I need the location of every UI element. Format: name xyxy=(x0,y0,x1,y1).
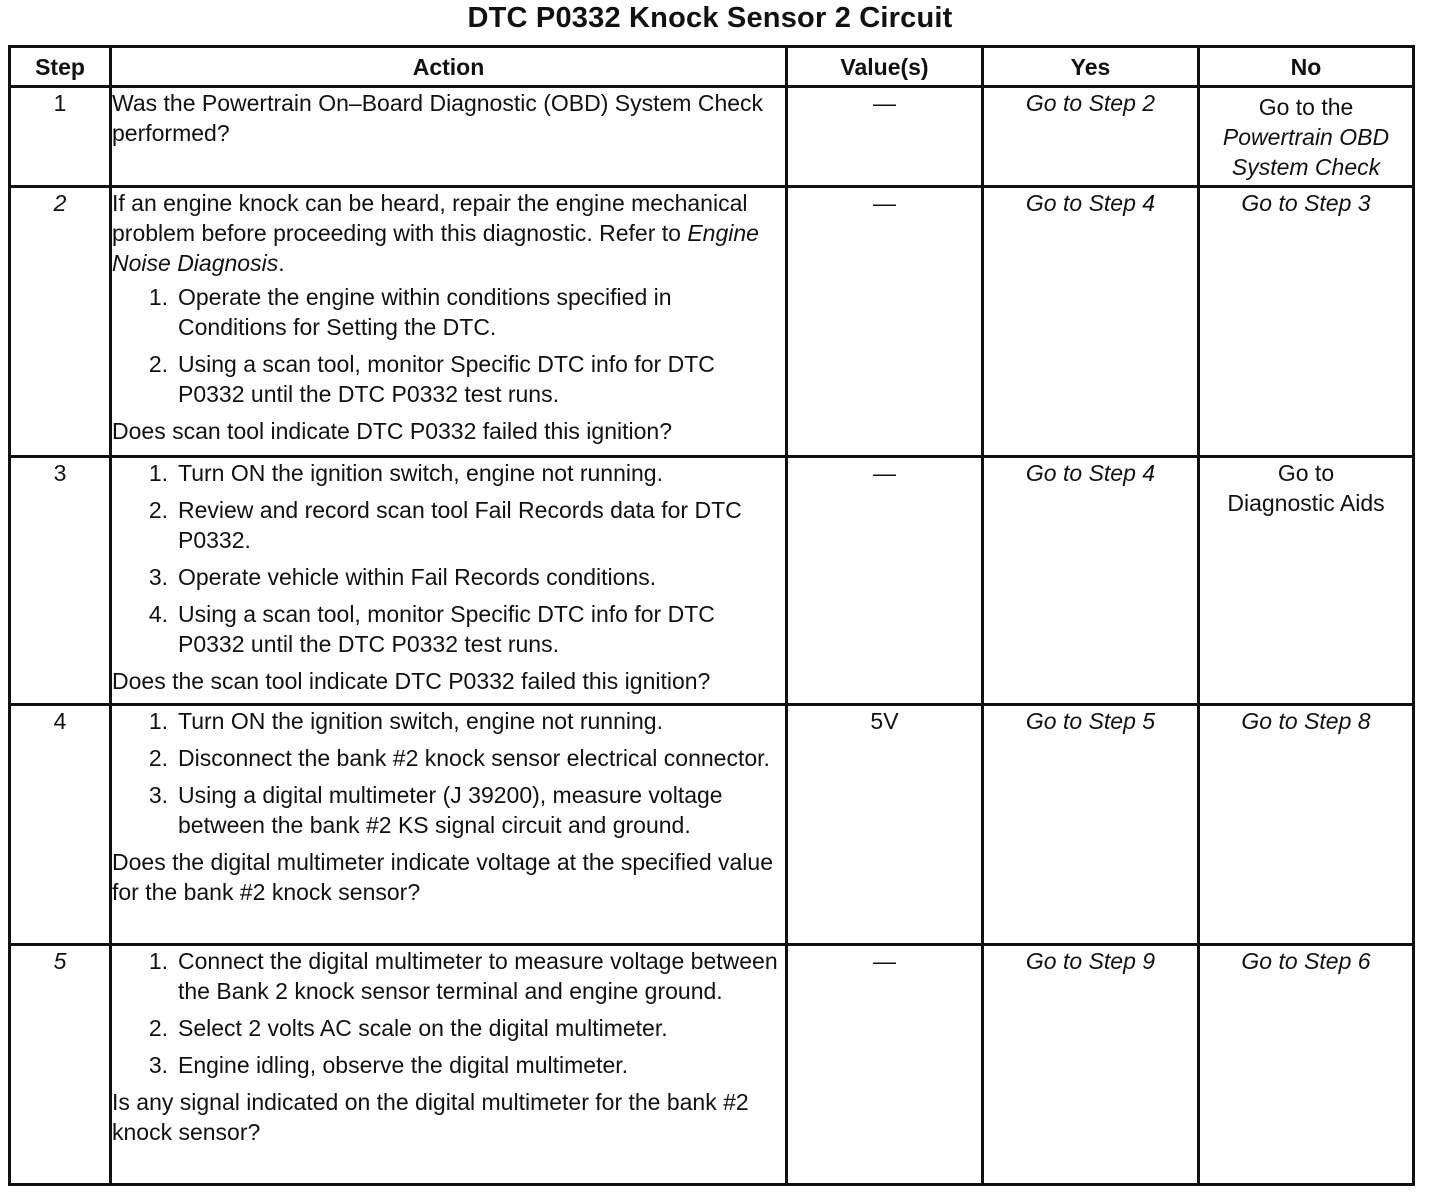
diagnostic-table xyxy=(8,45,1415,1186)
header-values: Value(s) xyxy=(787,47,983,87)
item-number: 1. xyxy=(148,284,168,310)
list-item xyxy=(112,706,785,736)
action-cell xyxy=(111,87,787,187)
page-title: DTC P0332 Knock Sensor 2 Circuit xyxy=(467,2,953,34)
no-cell: Go to Step 3 xyxy=(1199,187,1414,457)
no-cell: Go to Step 8 xyxy=(1199,705,1414,945)
item-text: Select 2 volts AC scale on the digital multimeter. xyxy=(178,1015,668,1041)
table-row-step-5 xyxy=(10,945,1414,1185)
item-number: 1. xyxy=(148,708,168,734)
action-question: Is any signal indicated on the digital multimeter for the bank #2 knock sensor? xyxy=(112,1089,749,1145)
no-reference: Powertrain OBD System Check xyxy=(1222,124,1390,180)
list-item xyxy=(112,946,785,1006)
list-item xyxy=(112,599,785,659)
value-cell: — xyxy=(787,945,983,1185)
no-cell xyxy=(1199,457,1414,705)
header-row xyxy=(10,47,1414,87)
header-step: Step xyxy=(10,47,111,87)
action-question: Was the Powertrain On–Board Diagnostic (OBD) System Check performed? xyxy=(112,90,764,146)
list-item xyxy=(112,743,785,773)
procedure-list xyxy=(112,946,785,1080)
no-cell: Go to Step 6 xyxy=(1199,945,1414,1185)
item-text: Using a scan tool, monitor Specific DTC info for DTC P0332 until the DTC P0332 test runs. xyxy=(178,351,715,407)
item-number: 3. xyxy=(148,1052,168,1078)
yes-cell: Go to Step 4 xyxy=(983,457,1199,705)
item-number: 1. xyxy=(148,948,168,974)
action-cell xyxy=(111,705,787,945)
yes-cell: Go to Step 4 xyxy=(983,187,1199,457)
step-number: 3 xyxy=(10,457,111,705)
no-text: Go to xyxy=(1277,460,1335,486)
item-number: 4. xyxy=(148,601,168,627)
procedure-list xyxy=(112,458,785,659)
step-number: 4 xyxy=(10,705,111,945)
step-number: 2 xyxy=(10,187,111,457)
no-cell xyxy=(1199,87,1414,187)
yes-cell: Go to Step 5 xyxy=(983,705,1199,945)
header-yes: Yes xyxy=(983,47,1199,87)
item-text: Connect the digital multimeter to measure voltage between the Bank 2 knock sensor terminal and engine ground. xyxy=(178,948,778,1004)
item-number: 2. xyxy=(148,497,168,523)
list-item xyxy=(112,562,785,592)
action-intro xyxy=(112,188,785,278)
value-cell: — xyxy=(787,187,983,457)
item-text: Turn ON the ignition switch, engine not running. xyxy=(178,460,663,486)
step-number: 1 xyxy=(10,87,111,187)
item-number: 2. xyxy=(148,745,168,771)
item-number: 2. xyxy=(148,1015,168,1041)
intro-end: . xyxy=(278,250,285,276)
item-text: Using a scan tool, monitor Specific DTC info for DTC P0332 until the DTC P0332 test runs. xyxy=(178,601,715,657)
header-action: Action xyxy=(111,47,787,87)
value-cell: 5V xyxy=(787,705,983,945)
item-text: Operate the engine within conditions specified in Conditions for Setting the DTC. xyxy=(178,284,672,340)
value-cell: — xyxy=(787,457,983,705)
table-row-step-3 xyxy=(10,457,1414,705)
item-number: 3. xyxy=(148,564,168,590)
no-reference: Diagnostic Aids xyxy=(1227,490,1385,516)
list-item xyxy=(112,458,785,488)
list-item xyxy=(112,495,785,555)
item-text: Engine idling, observe the digital multimeter. xyxy=(178,1052,629,1078)
list-item xyxy=(112,349,785,409)
list-item xyxy=(112,1013,785,1043)
action-cell xyxy=(111,187,787,457)
item-text: Disconnect the bank #2 knock sensor electrical connector. xyxy=(178,745,770,771)
table-row-step-4 xyxy=(10,705,1414,945)
intro-reference: Engine Noise Diagnosis xyxy=(112,220,759,276)
no-text: Go to the xyxy=(1258,94,1354,120)
item-text: Using a digital multimeter (J 39200), measure voltage between the bank #2 KS signal circuit and ground. xyxy=(178,782,723,838)
procedure-list xyxy=(112,706,785,840)
action-question: Does scan tool indicate DTC P0332 failed this ignition? xyxy=(112,418,672,444)
item-number: 1. xyxy=(148,460,168,486)
list-item xyxy=(112,282,785,342)
list-item xyxy=(112,1050,785,1080)
procedure-list xyxy=(112,282,785,409)
action-cell xyxy=(111,457,787,705)
action-question: Does the digital multimeter indicate voltage at the specified value for the bank #2 knock sensor? xyxy=(112,849,773,905)
header-no: No xyxy=(1199,47,1414,87)
value-cell: — xyxy=(787,87,983,187)
step-number: 5 xyxy=(10,945,111,1185)
table-row-step-2 xyxy=(10,187,1414,457)
item-text: Review and record scan tool Fail Records data for DTC P0332. xyxy=(178,497,742,553)
table-row-step-1 xyxy=(10,87,1414,187)
action-cell xyxy=(111,945,787,1185)
item-number: 3. xyxy=(148,782,168,808)
yes-cell: Go to Step 2 xyxy=(983,87,1199,187)
list-item xyxy=(112,780,785,840)
intro-text: If an engine knock can be heard, repair the engine mechanical problem before proceeding with this diagnostic. Refer to xyxy=(112,190,748,246)
item-number: 2. xyxy=(148,351,168,377)
action-question: Does the scan tool indicate DTC P0332 failed this ignition? xyxy=(112,668,711,694)
yes-cell: Go to Step 9 xyxy=(983,945,1199,1185)
item-text: Operate vehicle within Fail Records conditions. xyxy=(178,564,657,590)
item-text: Turn ON the ignition switch, engine not running. xyxy=(178,708,663,734)
